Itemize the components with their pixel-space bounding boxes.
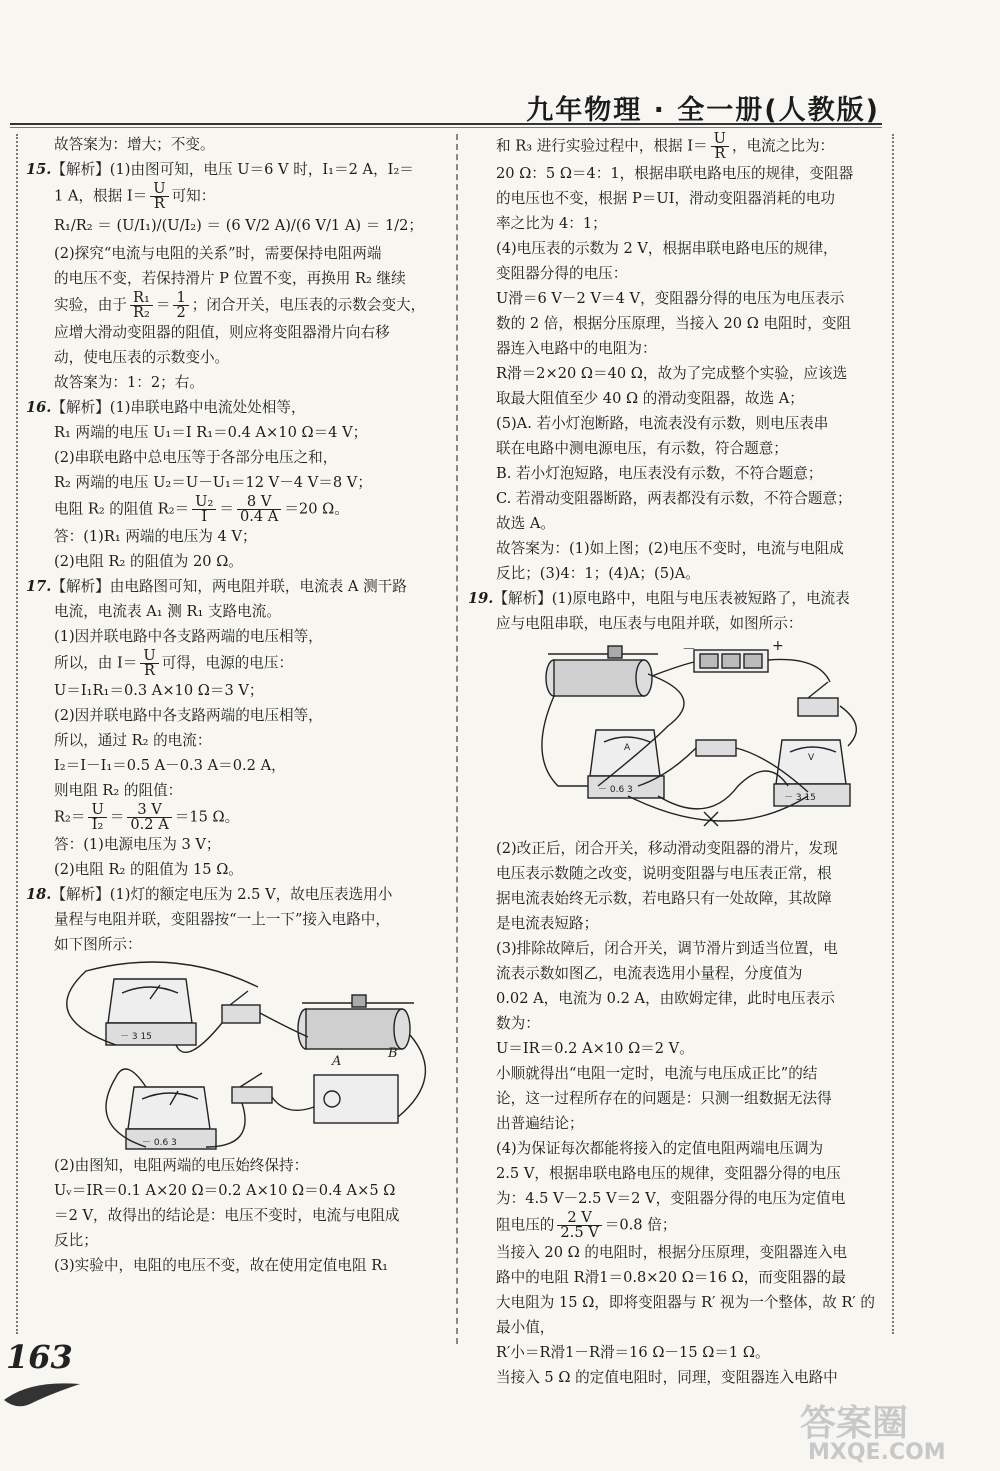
header-rule bbox=[10, 123, 882, 125]
text-line: 论，这一过程所存在的问题是：只测一组数据无法得 bbox=[496, 1090, 832, 1107]
text-line: 如下图所示： bbox=[54, 936, 142, 953]
text-line bbox=[468, 132, 886, 161]
terminal-a-label: A bbox=[332, 1054, 342, 1069]
text-line: 【解析】(1)由图可知，电压 U＝6 V 时，I₁＝2 A，I₂＝ bbox=[51, 161, 414, 178]
text-line: 所以，通过 R₂ 的电流： bbox=[54, 732, 212, 749]
numerator: U bbox=[88, 803, 106, 818]
text-line: 故答案为：增大；不变。 bbox=[54, 136, 215, 153]
header-title: 九年物理 · 全一册(人教版) bbox=[526, 95, 880, 126]
terminal-b-label: B bbox=[388, 1046, 398, 1061]
voltmeter-ticks: － 3 15 bbox=[120, 1032, 152, 1042]
denominator: 2.5 V bbox=[560, 1224, 599, 1241]
numerator: 8 V bbox=[237, 495, 281, 510]
text-line: 数为： bbox=[496, 1015, 540, 1032]
fraction bbox=[150, 182, 168, 211]
page-number: 163 bbox=[6, 1338, 73, 1376]
question-number: 19. bbox=[468, 590, 494, 607]
denominator: 2 bbox=[176, 304, 186, 321]
q16-line bbox=[26, 395, 448, 420]
text-line: U＝IR＝0.2 A×10 Ω＝2 V。 bbox=[496, 1040, 694, 1057]
question-number: 15. bbox=[26, 161, 52, 178]
text-line: (4)电压表的示数为 2 V，根据串联电路电压的规律， bbox=[496, 240, 838, 257]
fraction bbox=[140, 649, 158, 678]
text-line: (3)实验中，电阻的电压不变，故在使用定值电阻 R₁ bbox=[54, 1257, 389, 1274]
text-line: 应增大滑动变阻器的阻值，则应将变阻器滑片向右移 bbox=[54, 324, 390, 341]
q16-line bbox=[26, 495, 448, 524]
text-line: 2.5 V，根据串联电路电压的规律，变阻器分得的电压 bbox=[496, 1165, 841, 1182]
text-line: (2)电阻 R₂ 的阻值为 15 Ω。 bbox=[54, 861, 243, 878]
text-line: ＝2 V，故得出的结论是：电压不变时，电流与电阻成 bbox=[54, 1207, 400, 1224]
text-line: 路中的电阻 R滑1＝0.8×20 Ω＝16 Ω，而变阻器的最 bbox=[496, 1269, 846, 1286]
text-line: 答：(1)电源电压为 3 V； bbox=[54, 836, 221, 853]
text-line: 20 Ω：5 Ω＝4：1，根据串联电路电压的规律，变阻器 bbox=[496, 165, 854, 182]
numerator: U₂ bbox=[192, 495, 216, 510]
text-line: 为：4.5 V－2.5 V＝2 V，变阻器分得的电压为定值电 bbox=[496, 1190, 846, 1207]
q17-line bbox=[26, 803, 448, 832]
q17-line bbox=[26, 574, 448, 599]
text-line: 故答案为：1：2；右。 bbox=[54, 374, 204, 391]
text-run: ＝ bbox=[219, 500, 234, 518]
denominator: R bbox=[144, 662, 156, 679]
text-line: U＝I₁R₁＝0.3 A×10 Ω＝3 V； bbox=[54, 682, 264, 699]
text-line: (1)因并联电路中各支路两端的电压相等， bbox=[54, 628, 323, 645]
text-line: 电压表示数随之改变，说明变阻器与电压表正常，根 bbox=[496, 865, 832, 882]
q18-circuit-figure bbox=[26, 957, 448, 1153]
right-column bbox=[468, 132, 886, 1390]
fraction bbox=[173, 291, 188, 320]
denominator: R bbox=[153, 195, 165, 212]
text-line: R₁ 两端的电压 U₁＝I R₁＝0.4 A×10 Ω＝4 V； bbox=[54, 424, 368, 441]
numerator: 3 V bbox=[127, 803, 171, 818]
text-line: 故答案为：(1)如上图；(2)电压不变时，电流与电阻成 bbox=[496, 540, 844, 557]
ammeter-ticks: － 0.6 3 bbox=[142, 1138, 177, 1148]
denominator: I₂ bbox=[91, 816, 104, 833]
text-line: 应与电阻串联，电压表与电阻并联，如图所示： bbox=[496, 615, 803, 632]
q19-circuit-figure bbox=[468, 636, 886, 836]
fraction bbox=[557, 1211, 601, 1240]
text-line: 变阻器分得的电压： bbox=[496, 265, 628, 282]
text-line: 取最大阻值至少 40 Ω 的滑动变阻器，故选 A； bbox=[496, 390, 804, 407]
text-run: ；闭合开关，电压表的示数会变大， bbox=[191, 296, 426, 314]
minus-terminal-label: － bbox=[682, 642, 696, 658]
text-line: 率之比为 4：1； bbox=[496, 215, 607, 232]
text-line: 联在电路中测电源电压，有示数，符合题意； bbox=[496, 440, 788, 457]
text-line: 小顺就得出“电阻一定时，电流与电压成正比”的结 bbox=[496, 1065, 818, 1082]
text-run: 1 A，根据 I＝ bbox=[54, 187, 148, 205]
text-run: ，电流之比为： bbox=[731, 137, 835, 155]
text-run: ＝ bbox=[155, 296, 171, 314]
denominator: 0.4 A bbox=[239, 508, 279, 525]
text-line: 据电流表始终无示数，若电路只有一处故障，其故障 bbox=[496, 890, 832, 907]
q15-equation: R₁/R₂ ＝ (U/I₁)/(U/I₂) ＝ (6 V/2 A)/(6 V/1 A) ＝ 1/2； bbox=[54, 217, 424, 234]
numerator: 2 V bbox=[557, 1211, 601, 1226]
text-line: Uᵥ＝IR＝0.1 A×20 Ω＝0.2 A×10 Ω＝0.4 A×5 Ω bbox=[54, 1182, 396, 1199]
text-line: R滑＝2×20 Ω＝40 Ω，故为了完成整个实验，应该选 bbox=[496, 365, 848, 382]
fraction bbox=[127, 803, 171, 832]
text-line: U滑＝6 V－2 V＝4 V，变阻器分得的电压为电压表示 bbox=[496, 290, 845, 307]
text-line: (4)为保证每次都能将接入的定值电阻两端电压调为 bbox=[496, 1140, 824, 1157]
question-number: 17. bbox=[26, 578, 52, 595]
q15-line bbox=[26, 157, 448, 182]
circuit-diagram bbox=[26, 957, 448, 1153]
text-line: 的电压不变，若保持滑片 P 位置不变，再换用 R₂ 继续 bbox=[54, 270, 406, 287]
text-line: 出普遍结论； bbox=[496, 1115, 584, 1132]
text-line: 动，使电压表的示数变小。 bbox=[54, 349, 230, 366]
voltmeter-ticks: － 3 15 bbox=[784, 793, 816, 803]
text-line: 【解析】(1)原电路中，电阻与电压表被短路了，电流表 bbox=[493, 590, 850, 607]
q18-line bbox=[26, 882, 448, 907]
column-divider bbox=[456, 134, 458, 1344]
text-line: 当接入 20 Ω 的电阻时，根据分压原理，变阻器连入电 bbox=[496, 1244, 848, 1261]
text-run: ＝20 Ω。 bbox=[284, 500, 349, 518]
text-line: 反比； bbox=[54, 1232, 98, 1249]
text-line: R′小＝R滑1－R滑＝16 Ω－15 Ω＝1 Ω。 bbox=[496, 1344, 770, 1361]
text-run: ＝ bbox=[109, 808, 125, 826]
numerator: U bbox=[140, 649, 158, 664]
denominator: 0.2 A bbox=[130, 816, 169, 833]
text-line: (2)串联电路中总电压等于各部分电压之和， bbox=[54, 449, 338, 466]
denominator: R bbox=[714, 145, 726, 162]
text-run: R₂＝ bbox=[54, 808, 86, 826]
right-margin-line bbox=[892, 134, 894, 1334]
watermark-logo: 答案圈 bbox=[800, 1403, 909, 1444]
text-line: (3)排除故障后，闭合开关，调节滑片到适当位置，电 bbox=[496, 940, 838, 957]
text-line: (2)探究“电流与电阻的关系”时，需要保持电阻两端 bbox=[54, 245, 382, 262]
text-line: 当接入 5 Ω 的定值电阻时，同理，变阻器连入电路中 bbox=[496, 1369, 838, 1386]
text-line: 0.02 A，电流为 0.2 A，由欧姆定律，此时电压表示 bbox=[496, 990, 835, 1007]
text-line: B. 若小灯泡短路，电压表没有示数，不符合题意； bbox=[496, 465, 823, 482]
watermark-url: MXQE.COM bbox=[808, 1440, 946, 1465]
fraction bbox=[711, 132, 729, 161]
q17-line bbox=[26, 649, 448, 678]
text-line: 【解析】(1)灯的额定电压为 2.5 V，故电压表选用小 bbox=[51, 886, 393, 903]
text-line: I₂＝I－I₁＝0.5 A－0.3 A＝0.2 A， bbox=[54, 757, 286, 774]
text-run: 和 R₃ 进行实验过程中，根据 I＝ bbox=[496, 137, 708, 155]
text-run: 电阻 R₂ 的阻值 R₂＝ bbox=[54, 500, 190, 518]
voltmeter-label: V bbox=[808, 753, 815, 763]
text-line: 的电压也不变，根据 P＝UI，滑动变阻器消耗的电功 bbox=[496, 190, 835, 207]
fraction bbox=[130, 291, 153, 320]
ammeter-label: A bbox=[624, 743, 631, 753]
fraction bbox=[192, 495, 216, 524]
question-number: 18. bbox=[26, 886, 52, 903]
text-run: ＝15 Ω。 bbox=[174, 808, 240, 826]
text-line: (2)因并联电路中各支路两端的电压相等， bbox=[54, 707, 323, 724]
numerator: 1 bbox=[173, 291, 188, 306]
numerator: U bbox=[150, 182, 168, 197]
text-line: 【解析】由电路图可知，两电阻并联，电流表 A 测干路 bbox=[51, 578, 407, 595]
text-line: 答：(1)R₁ 两端的电压为 4 V； bbox=[54, 528, 257, 545]
text-run: 可得，电源的电压： bbox=[161, 654, 294, 672]
text-line: (2)电阻 R₂ 的阻值为 20 Ω。 bbox=[54, 553, 243, 570]
page-header bbox=[0, 0, 1000, 128]
denominator: I bbox=[201, 508, 208, 525]
left-column bbox=[26, 132, 448, 1278]
q19-line bbox=[468, 586, 886, 611]
text-line: 大电阻为 15 Ω，即将变阻器与 R′ 视为一个整体，故 R′ 的 bbox=[496, 1294, 875, 1311]
header-rule-thin bbox=[10, 127, 882, 128]
q15-line bbox=[26, 182, 448, 211]
text-line: 器连入电路中的电阻为： bbox=[496, 340, 657, 357]
fraction bbox=[237, 495, 281, 524]
text-run: 阻电压的 bbox=[496, 1216, 555, 1234]
text-run: 可知： bbox=[171, 187, 216, 205]
plus-terminal-label: + bbox=[772, 638, 784, 654]
text-line: 最小值， bbox=[496, 1319, 555, 1336]
text-line: 【解析】(1)串联电路中电流处处相等， bbox=[51, 399, 306, 416]
ammeter-ticks: － 0.6 3 bbox=[598, 785, 633, 795]
numerator: U bbox=[711, 132, 729, 147]
fraction bbox=[88, 803, 106, 832]
text-line: R₂ 两端的电压 U₂＝U－U₁＝12 V－4 V＝8 V； bbox=[54, 474, 372, 491]
q15-line bbox=[26, 291, 448, 320]
text-line: 故选 A。 bbox=[496, 515, 555, 532]
left-margin-line bbox=[16, 134, 18, 1334]
text-run: 所以，由 I＝ bbox=[54, 654, 138, 672]
text-line: C. 若滑动变阻器断路，两表都没有示数，不符合题意； bbox=[496, 490, 852, 507]
text-line: 则电阻 R₂ 的阻值： bbox=[54, 782, 183, 799]
text-line: (2)由图知，电阻两端的电压始终保持： bbox=[54, 1157, 309, 1174]
text-line: 流表示数如图乙，电流表选用小量程，分度值为 bbox=[496, 965, 803, 982]
numerator: R₁ bbox=[130, 291, 153, 306]
text-line: (2)改正后，闭合开关，移动滑动变阻器的滑片，发现 bbox=[496, 840, 838, 857]
circuit-diagram bbox=[468, 636, 886, 836]
text-run: 实验，由于 bbox=[54, 296, 127, 314]
text-line bbox=[468, 1211, 886, 1240]
text-line: 量程与电阻并联，变阻器按“一上一下”接入电路中， bbox=[54, 911, 390, 928]
text-run: ＝0.8 倍； bbox=[604, 1216, 677, 1234]
text-line: (5)A. 若小灯泡断路，电流表没有示数，则电压表串 bbox=[496, 415, 829, 432]
leaf-ornament-icon bbox=[0, 1370, 90, 1410]
text-line: 电流，电流表 A₁ 测 R₁ 支路电流。 bbox=[54, 603, 281, 620]
denominator: R₂ bbox=[132, 304, 150, 321]
text-line: 反比；(3)4：1；(4)A；(5)A。 bbox=[496, 565, 700, 582]
question-number: 16. bbox=[26, 399, 52, 416]
text-line: 是电流表短路； bbox=[496, 915, 599, 932]
text-line: 数的 2 倍，根据分压原理，当接入 20 Ω 电阻时，变阻 bbox=[496, 315, 852, 332]
